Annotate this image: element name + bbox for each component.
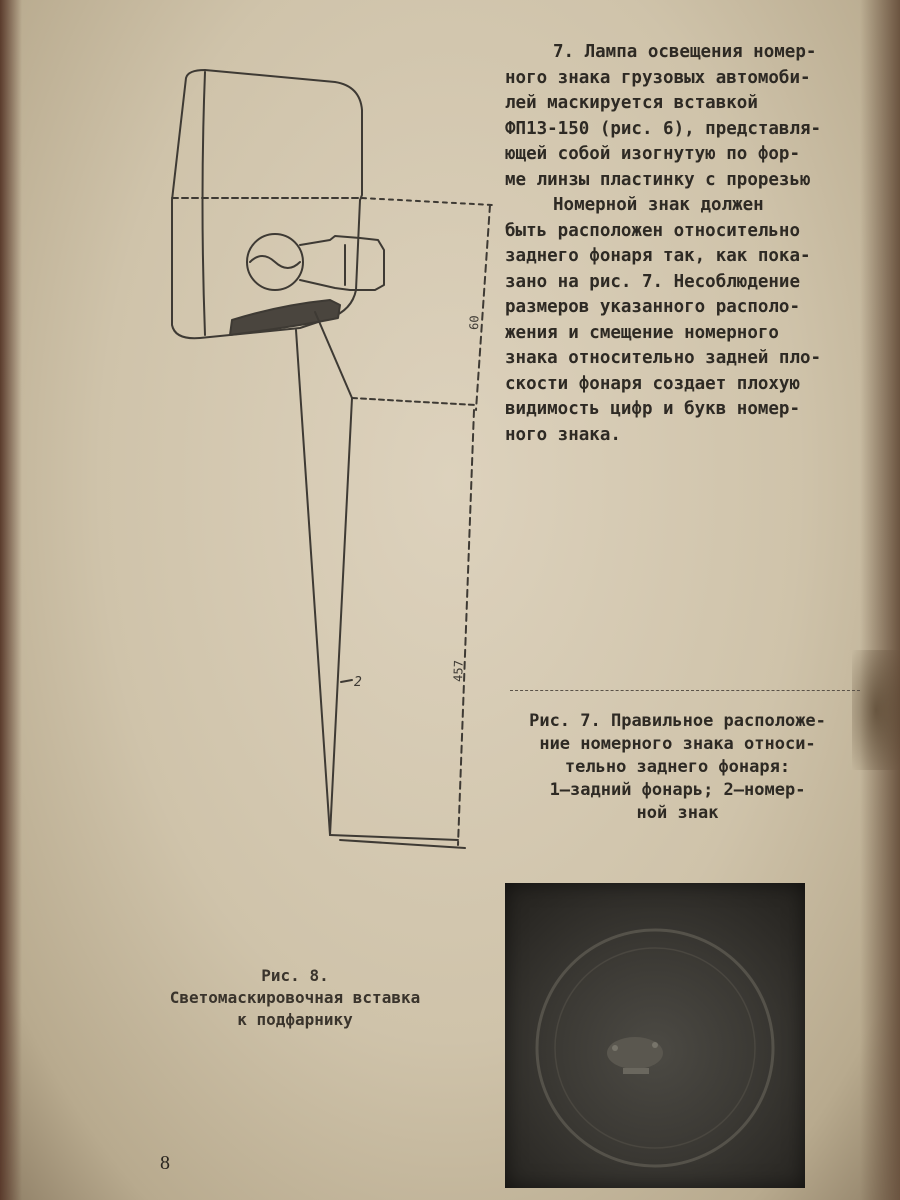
- body-line: 7. Лампа освещения номер-: [553, 42, 817, 62]
- callout-tick: [341, 680, 352, 682]
- plate-inner-line: [330, 398, 352, 835]
- lamp-inner-edge: [203, 72, 206, 335]
- body-line: быть расположен относительно: [505, 220, 801, 241]
- body-line: ющей собой изогнутую по фор-: [505, 144, 801, 164]
- bulb-filament: [250, 256, 300, 268]
- figure8-photo: [505, 883, 805, 1188]
- plate-bottom-line: [330, 835, 458, 840]
- caption-line: Светомаскировочная вставка: [169, 988, 421, 1007]
- plate-top-line: [352, 398, 475, 405]
- plate-callout-number: 2: [354, 675, 362, 690]
- lamp-top-extension: [362, 198, 492, 205]
- body-line: Номерной знак должен: [553, 195, 764, 215]
- dimension-label-457: 457: [451, 659, 466, 683]
- caption-line: ние номерного знака относи-: [539, 734, 816, 754]
- caption-divider: [510, 690, 860, 691]
- figure7-caption: [490, 710, 865, 825]
- caption-line: тельно заднего фонаря:: [564, 757, 791, 777]
- body-line: ФП13-150 (рис. 6), представля-: [505, 118, 822, 139]
- dimension-base-line: [340, 840, 465, 848]
- body-line: заднего фонаря так, как пока-: [505, 246, 811, 266]
- plate-left-line: [296, 330, 330, 835]
- body-line: зано на рис. 7. Несоблюдение: [505, 271, 801, 292]
- caption-line: Рис. 8.: [261, 966, 329, 985]
- body-line: знака относительно задней пло-: [505, 348, 822, 368]
- page-number: 8: [160, 1152, 170, 1174]
- figure8-caption: [140, 965, 450, 1031]
- body-text: [505, 40, 860, 448]
- body-line: жения и смещение номерного: [505, 322, 779, 343]
- caption-line: к подфарнику: [237, 1010, 353, 1029]
- caption-line: Рис. 7. Правильное расположе-: [529, 711, 826, 731]
- caption-line: 1—задний фонарь; 2—номер-: [549, 780, 806, 800]
- dimension-label-60: 60: [467, 315, 482, 331]
- lamp-housing-outline: [172, 70, 362, 338]
- bulb-socket: [300, 236, 384, 290]
- dimension-line-60: [476, 205, 490, 410]
- body-line: размеров указанного располо-: [505, 297, 801, 317]
- photo-insert-circle: [505, 883, 805, 1188]
- body-line: скости фонаря создает плохую: [505, 373, 801, 394]
- body-line: ме линзы пластинку с прорезью: [505, 169, 811, 190]
- body-line: видимость цифр и букв номер-: [505, 399, 801, 419]
- dimension-line-457: [458, 410, 474, 845]
- caption-line: ной знак: [636, 803, 719, 823]
- body-line: ного знака грузовых автомоби-: [505, 67, 811, 88]
- body-line: лей маскируется вставкой: [505, 93, 758, 113]
- body-line: ного знака.: [505, 424, 621, 445]
- callout-line: [315, 312, 352, 398]
